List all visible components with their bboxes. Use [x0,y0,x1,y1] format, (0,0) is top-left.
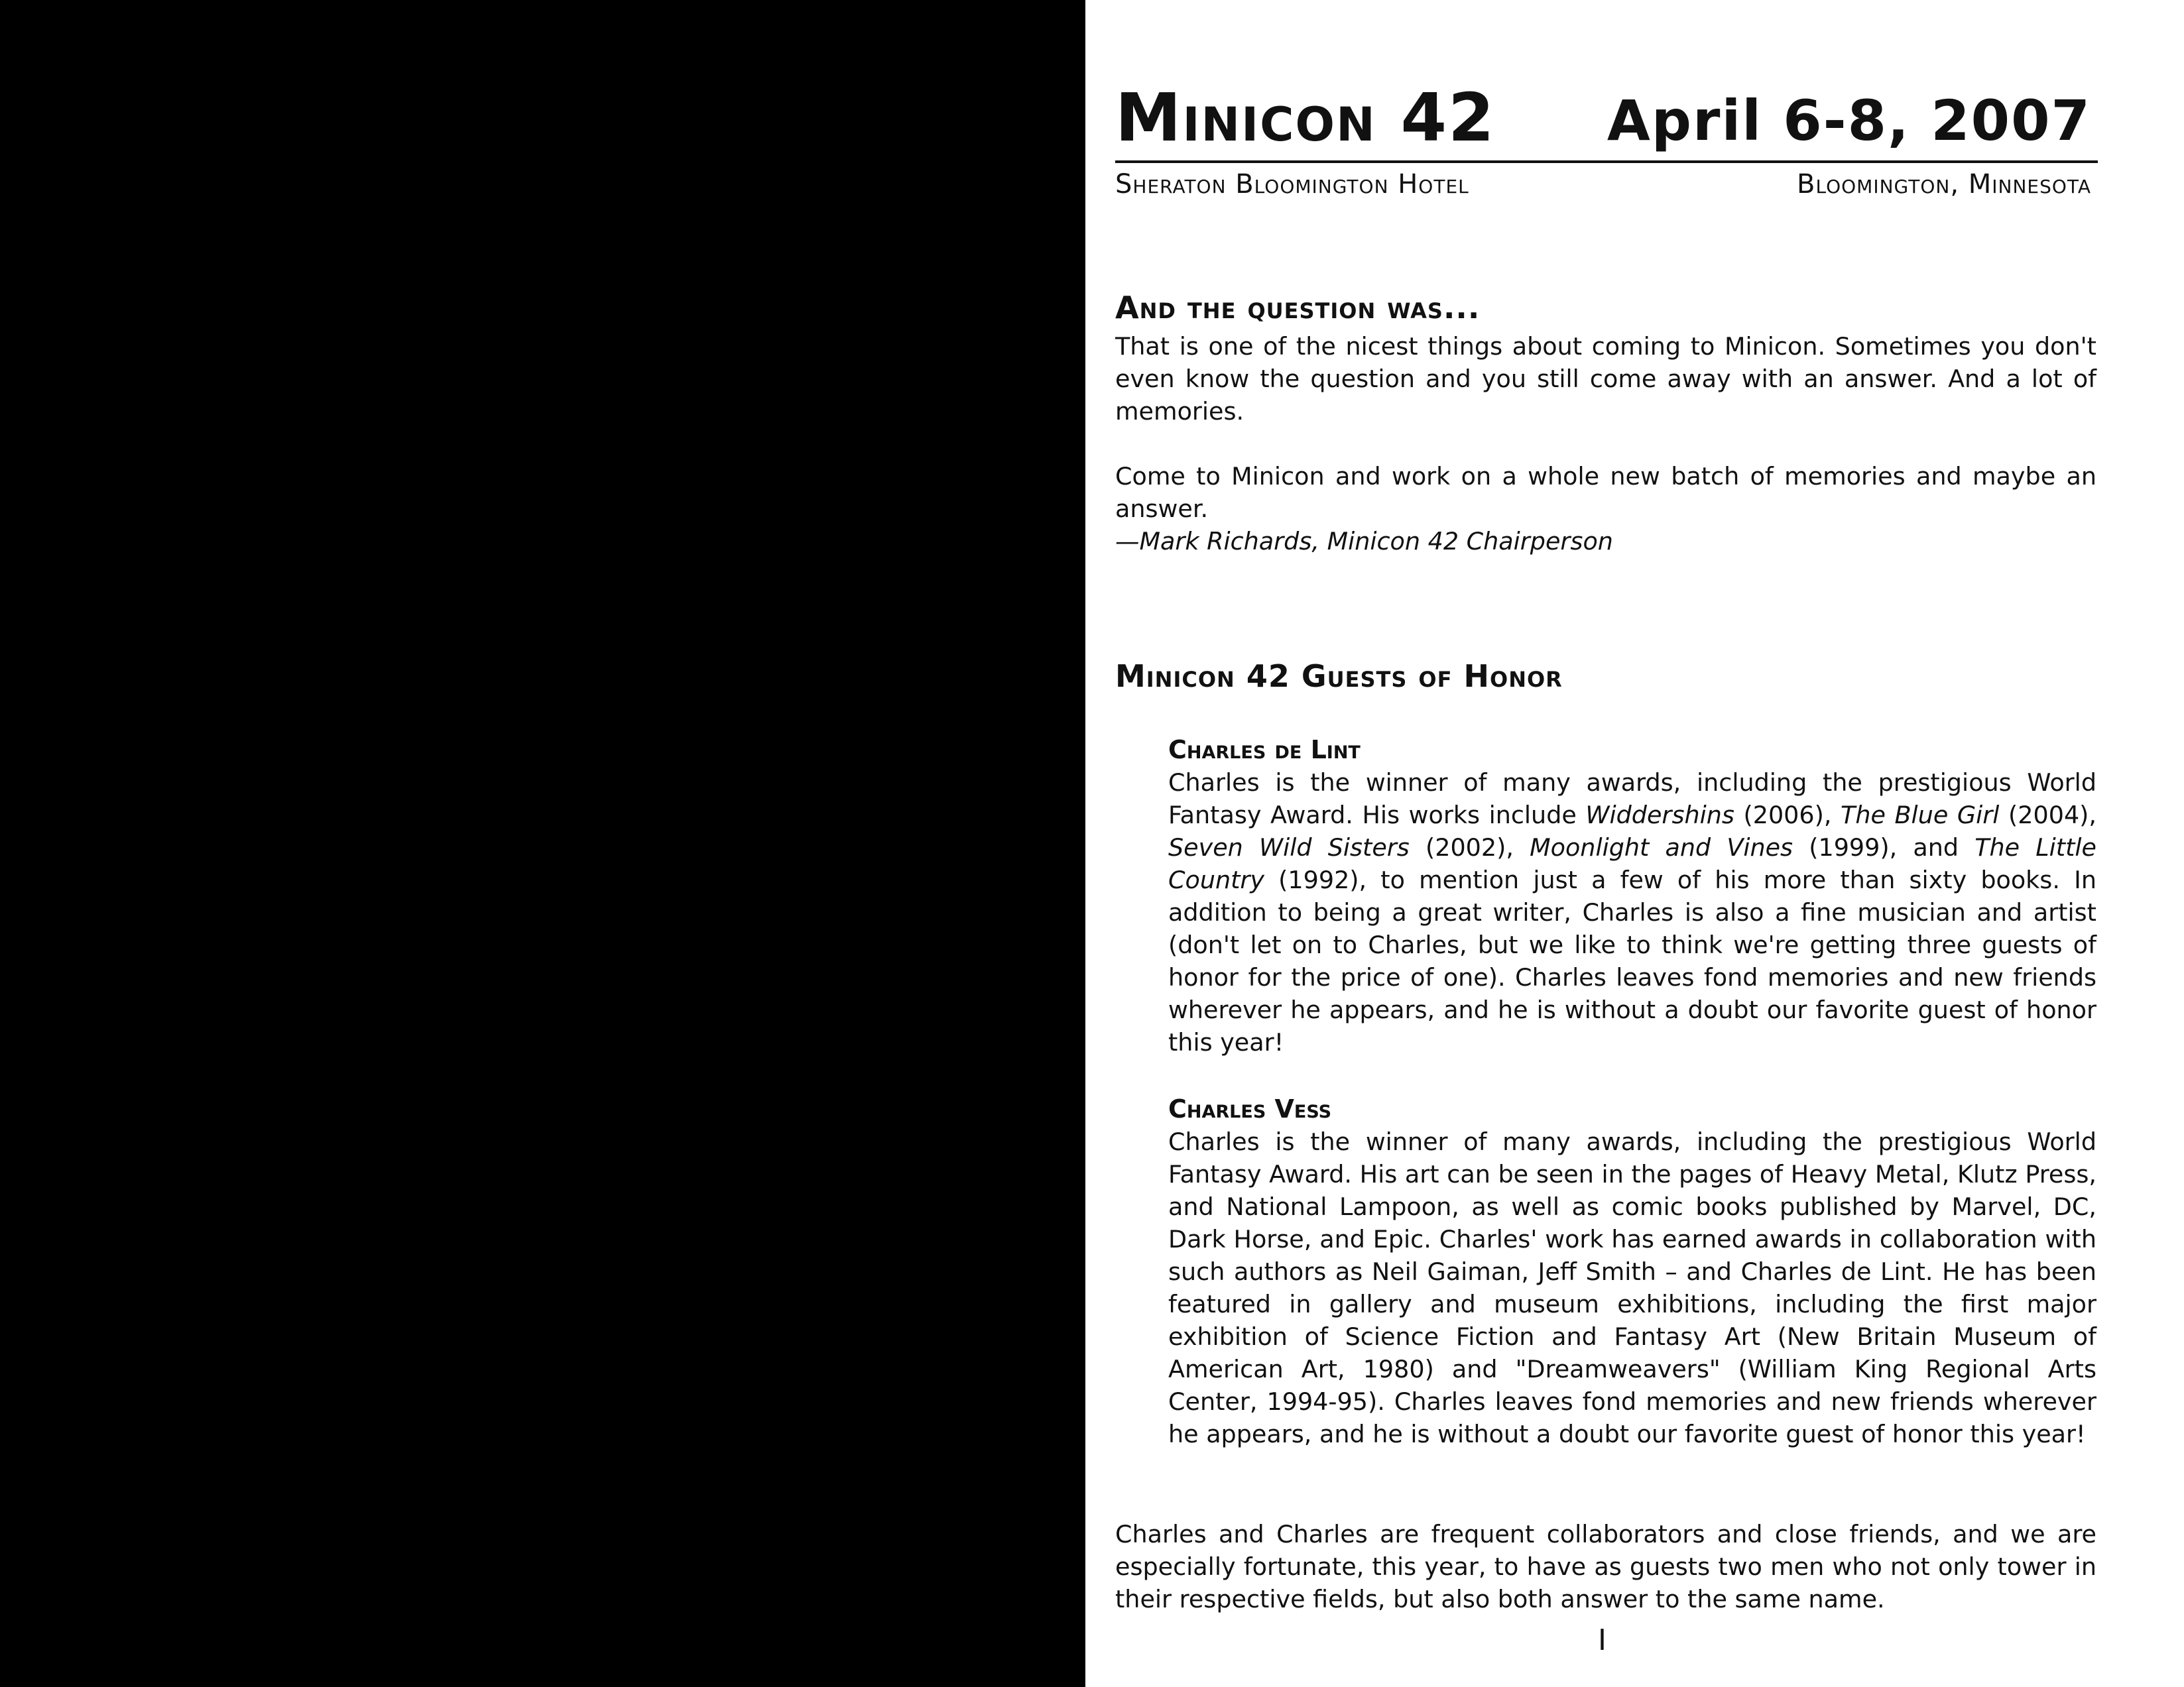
guest-1-bio: Charles is the winner of many awards, including the prestigious World Fantasy Award. His works include Widdershins (2006), The Blue Girl (2004), Seven Wild Sisters (2002), Moonlight and Vines (1999), and The Little Country (1992), to mention just a few of his more than sixty books. In addition to being a great writer, Charles is also a fine musician and artist (don't let on to Charles, but we like to think we're getting three guests of honor for the price of one). Charles leaves fond memories and new friends wherever he appears, and he is without a doubt our favorite guest of honor this year! [1168,768,2097,1057]
closing-paragraph [1115,1518,2096,1615]
left-blank-page [0,0,1085,1687]
masthead-title: Minicon 42 [1115,79,1496,156]
guest-1-block [1168,733,2096,1059]
intro-heading: And the question was... [1115,290,1481,325]
page-number: I [1598,1623,1607,1657]
intro-paragraph-2: Come to Minicon and work on a whole new batch of memories and maybe an answer. [1115,462,2096,523]
masthead-dates: April 6-8, 2007 [1607,88,2091,153]
guest-2-bio: Charles is the winner of many awards, including the prestigious World Fantasy Award. His art can be seen in the pages of Heavy Metal, Klutz Press, and National Lampoon, as well as comic books published by Marvel, DC, Dark Horse, and Epic. Charles' work has earned awards in collaboration with such authors as Neil Gaiman, Jeff Smith – and Charles de Lint. He has been featured in gallery and museum exhibitions, including the first major exhibition of Science Fiction and Fantasy Art (New Britain Museum of American Art, 1980) and "Dreamweavers" (William King Regional Arts Center, 1994-95). Charles leaves fond memories and new friends wherever he appears, and he is without a doubt our favorite guest of honor this year! [1168,1128,2096,1448]
guest-2-block [1168,1092,2096,1450]
intro-body [1115,330,2096,557]
masthead-venue: Sheraton Bloomington Hotel [1115,169,1469,200]
intro-signature: —Mark Richards, Minicon 42 Chairperson [1115,527,1613,555]
guests-heading: Minicon 42 Guests of Honor [1115,658,1563,694]
closing-text: Charles and Charles are frequent collaborators and close friends, and we are especially fortunate, this year, to have as guests two men who not only tower in their respective fields, but also both answer to the same name. [1115,1520,2096,1613]
masthead-rule [1115,160,2098,163]
guest-1-name: Charles de Lint [1168,735,1361,764]
masthead-location: Bloomington, Minnesota [1797,169,2091,200]
guest-2-name: Charles Vess [1168,1094,1332,1124]
intro-paragraph-1: That is one of the nicest things about coming to Minicon. Sometimes you don't even know the question and you still come away with an answer. And a lot of memories. [1115,332,2096,426]
